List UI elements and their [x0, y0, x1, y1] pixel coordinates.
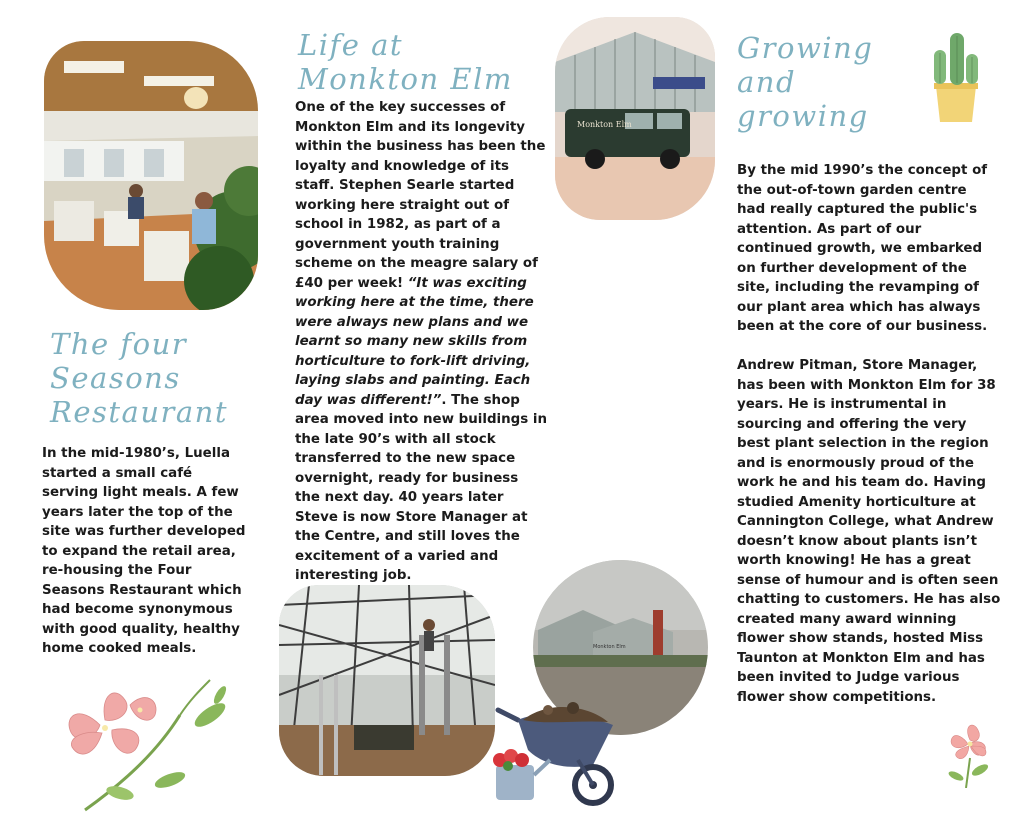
restaurant-photo	[44, 41, 258, 310]
life-body-outro: . The shop area moved into new buildings in the late 90’s with all stock transferred to the new space overnight, ready for business the next day. 40 years later Steve is now Store Manager at the Centre, and still loves the excitement of a varied and interesting job.	[295, 392, 548, 583]
life-quote: “It was exciting working here at the time, there were always new plans and we learnt so many new skills from horticulture to fork-lift driving, laying slabs and painting. Each day was different!”	[295, 275, 534, 408]
life-body	[295, 98, 547, 586]
growing-heading: Growing and growing	[737, 31, 874, 133]
restaurant-body: In the mid-1980’s, Luella started a small café serving light meals. A few years later the top of the site was further developed to expand the retail area, re-housing the Four Seasons Restaurant which had become synonymous with good quality, healthy home cooked meals.	[42, 446, 246, 656]
restaurant-heading: The four Seasons Restaurant	[50, 327, 228, 429]
life-heading: Life at Monkton Elm	[298, 28, 513, 96]
greenhouse-construction-photo	[279, 585, 495, 776]
growing-para-2: Andrew Pitman, Store Manager, has been with Monkton Elm for 38 years. He is instrumental in sourcing and offering the very best plant selection in the region and is enormously proud of the work he and his team do. Having studied Amenity horticulture at Cannington College, what Andrew doesn’t know about plants isn’t worth knowing! He has a great sense of humour and is often seen chatting to customers. He has also created many award winning flower show stands, hosted Miss Taunton at Monkton Elm and has been invited to Judge various flower show competitions.	[737, 358, 1001, 705]
life-body-intro: One of the key successes of Monkton Elm and its longevity within the business has been the loyalty and knowledge of its staff. Stephen Searle started working here straight out of school in 1982, as part of a government youth training scheme on the meagre salary of £40 per week!	[295, 100, 546, 291]
building-sign-text: Monkton Elm	[593, 644, 626, 650]
wheelbarrow-illustration	[478, 690, 628, 810]
small-flower-illustration	[938, 718, 1000, 788]
van-photo	[555, 17, 715, 220]
flower-illustration	[60, 675, 230, 815]
cactus-illustration	[926, 28, 986, 124]
van-sign-text: Monkton Elm	[577, 120, 632, 129]
growing-para-1: By the mid 1990’s the concept of the out-of-town garden centre had really captured the public's attention. As part of our continued growth, we embarked on further development of the site, including the revamping of our plant area which has always been at the core of our business.	[737, 163, 988, 334]
